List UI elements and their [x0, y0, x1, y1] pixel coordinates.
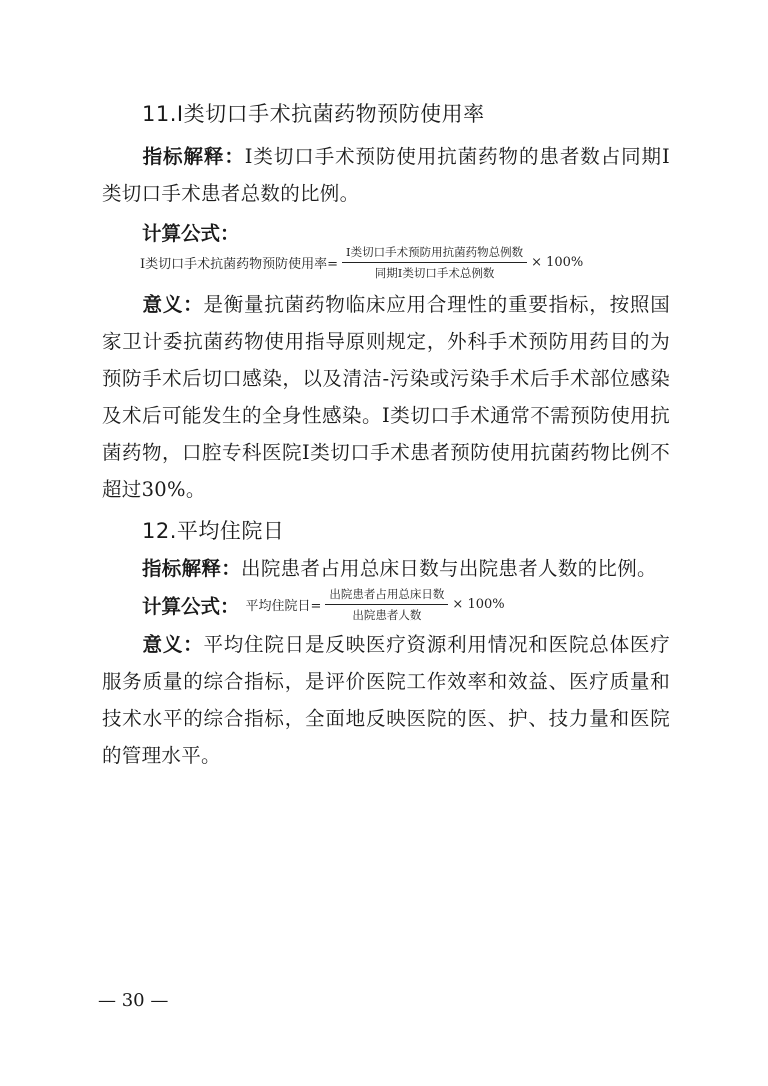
definition-label: 指标解释：	[142, 557, 242, 580]
section-11-definition	[102, 138, 670, 212]
section-12-formula-row	[142, 586, 505, 623]
section-11-meaning	[102, 286, 670, 508]
formula-numerator: Ⅰ类切口手术预防用抗菌药物总例数	[342, 244, 527, 263]
formula-factor: × 100%	[452, 597, 505, 612]
meaning-text: 是衡量抗菌药物临床应用合理性的重要指标，按照国家卫计委抗菌药物使用指导原则规定，外科手术预防用药目的为预防手术后切口感染，以及清洁-污染或污染手术后手术部位感染及术后可能发生的全身性感染。Ⅰ类切口手术通常不需预防使用抗菌药物，口腔专科医院Ⅰ类切口手术患者预防使用抗菌药物比例不超过30%。	[102, 293, 670, 501]
section-12-formula	[246, 586, 505, 623]
meaning-label: 意义：	[142, 293, 204, 316]
definition-label: 指标解释：	[142, 145, 245, 168]
meaning-label: 意义：	[142, 633, 204, 656]
section-12-meaning	[102, 626, 670, 774]
page-number: — 30 —	[98, 990, 169, 1011]
definition-text: Ⅰ类切口手术预防使用抗菌药物的患者数占同期Ⅰ类切口手术患者总数的比例。	[102, 145, 670, 205]
formula-denominator: 同期Ⅰ类切口手术总例数	[374, 266, 495, 280]
formula-denominator: 出院患者人数	[352, 608, 422, 622]
section-11-formula-label: 计算公式：	[142, 222, 240, 245]
section-11-title: 11.Ⅰ类切口手术抗菌药物预防使用率	[142, 102, 485, 126]
formula-numerator: 出院患者占用总床日数	[325, 586, 448, 605]
formula-lhs: 平均住院日=	[245, 599, 322, 614]
section-11-formula	[140, 244, 583, 281]
meaning-text: 平均住院日是反映医疗资源利用情况和医院总体医疗服务质量的综合指标，是评价医院工作效率和效益、医疗质量和技术水平的综合指标，全面地反映医院的医、护、技力量和医院的管理水平。	[102, 633, 670, 767]
formula-fraction	[342, 244, 527, 281]
formula-lhs: Ⅰ类切口手术抗菌药物预防使用率=	[140, 257, 339, 272]
formula-fraction	[325, 586, 448, 623]
section-12-definition	[102, 550, 670, 587]
section-12-title: 12.平均住院日	[142, 519, 285, 543]
definition-text: 出院患者占用总床日数与出院患者人数的比例。	[241, 557, 657, 580]
formula-factor: × 100%	[531, 255, 584, 270]
section-12-formula-label: 计算公式：	[142, 594, 240, 618]
